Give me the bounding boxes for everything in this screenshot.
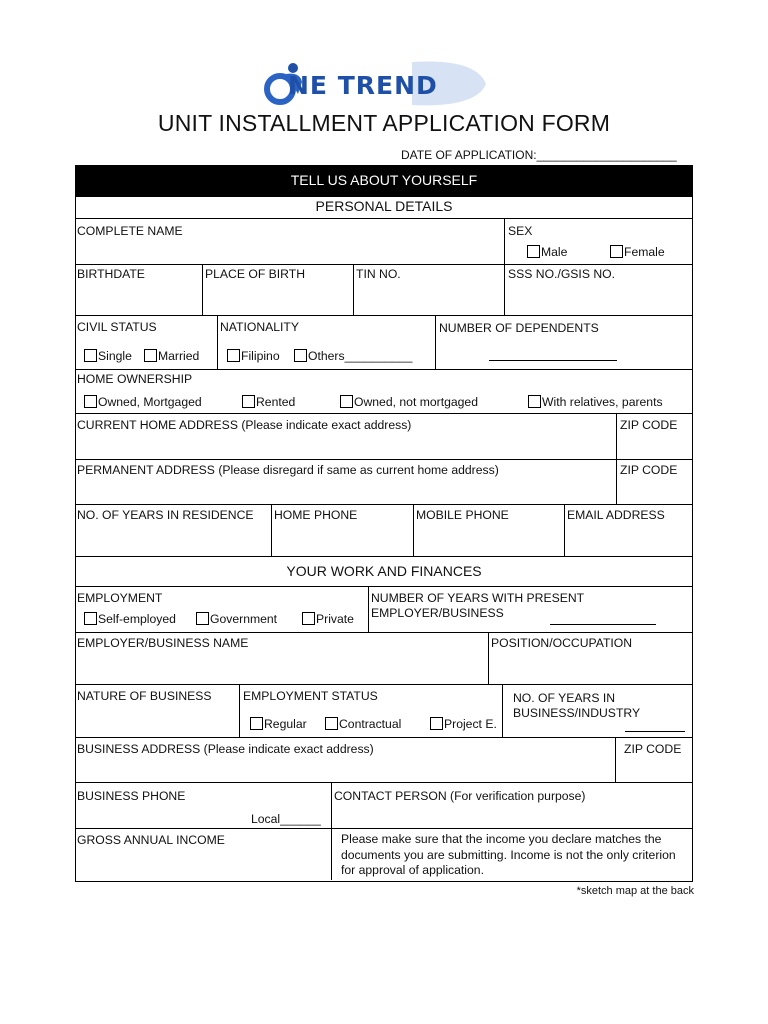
business-phone-label: BUSINESS PHONE <box>77 789 186 803</box>
owned-not-mortgaged-label: Owned, not mortgaged <box>354 395 478 409</box>
checkbox-box[interactable] <box>250 717 263 730</box>
row-divider <box>75 684 693 685</box>
female-option-label: Female <box>624 245 665 259</box>
regular-label: Regular <box>264 717 307 731</box>
nature-business-label: NATURE OF BUSINESS <box>77 689 212 703</box>
col-divider <box>331 782 332 880</box>
row-divider <box>75 632 693 633</box>
form-title: UNIT INSTALLMENT APPLICATION FORM <box>157 110 611 136</box>
sex-label: SEX <box>508 224 533 238</box>
section-work-finances: YOUR WORK AND FINANCES <box>286 563 482 579</box>
regular-checkbox[interactable] <box>250 717 307 731</box>
female-checkbox[interactable] <box>610 245 665 259</box>
government-label: Government <box>210 612 278 626</box>
checkbox-box[interactable] <box>84 612 97 625</box>
col-divider <box>502 684 503 737</box>
logo <box>262 58 490 110</box>
private-checkbox[interactable] <box>302 612 354 626</box>
col-divider <box>435 315 436 369</box>
years-present-blank-line <box>550 624 656 625</box>
col-divider <box>413 504 414 556</box>
row-divider <box>75 504 693 505</box>
permanent-zip-label: ZIP CODE <box>620 463 678 477</box>
business-address-label: BUSINESS ADDRESS (Please indicate exact address) <box>77 742 374 756</box>
checkbox-box[interactable] <box>325 717 338 730</box>
place-of-birth-label: PLACE OF BIRTH <box>205 267 306 281</box>
owned-mortgaged-label: Owned, Mortgaged <box>98 395 202 409</box>
row-divider <box>75 369 693 370</box>
email-label: EMAIL ADDRESS <box>567 508 665 522</box>
single-option-label: Single <box>98 349 132 363</box>
business-zip-label: ZIP CODE <box>624 742 682 756</box>
tin-no-label: TIN NO. <box>356 267 401 281</box>
nationality-label: NATIONALITY <box>220 320 300 334</box>
logo-wordmark: NE TREND <box>288 71 438 100</box>
years-present-label-1: NUMBER OF YEARS WITH PRESENT <box>371 591 585 605</box>
contact-person-label: CONTACT PERSON (For verification purpose) <box>334 789 586 803</box>
filipino-checkbox[interactable] <box>227 349 280 363</box>
self-employed-checkbox[interactable] <box>84 612 176 626</box>
married-option-label: Married <box>158 349 200 363</box>
col-divider <box>488 632 489 684</box>
years-present-label-2: EMPLOYER/BUSINESS <box>371 606 504 620</box>
checkbox-box[interactable] <box>302 612 315 625</box>
col-divider <box>616 413 617 459</box>
row-divider <box>75 413 693 414</box>
birthdate-label: BIRTHDATE <box>77 267 145 281</box>
col-divider <box>615 737 616 782</box>
checkbox-box[interactable] <box>84 349 97 362</box>
col-divider <box>202 264 203 315</box>
dependents-blank-line <box>489 360 617 361</box>
contractual-checkbox[interactable] <box>325 717 401 731</box>
civil-status-label: CIVIL STATUS <box>77 320 157 334</box>
row-divider <box>75 828 693 829</box>
header-tell-us-about-yourself: TELL US ABOUT YOURSELF <box>75 165 693 196</box>
owned-not-mortgaged-checkbox[interactable] <box>340 395 478 409</box>
home-phone-label: HOME PHONE <box>274 508 358 522</box>
single-checkbox[interactable] <box>84 349 132 363</box>
col-divider <box>239 684 240 737</box>
dependents-label: NUMBER OF DEPENDENTS <box>439 321 599 335</box>
checkbox-box[interactable] <box>294 349 307 362</box>
gross-income-label: GROSS ANNUAL INCOME <box>77 833 225 847</box>
others-option-label: Others__________ <box>308 349 413 363</box>
employment-status-label: EMPLOYMENT STATUS <box>243 689 378 703</box>
with-relatives-checkbox[interactable] <box>528 395 663 409</box>
checkbox-box[interactable] <box>340 395 353 408</box>
project-e-checkbox[interactable] <box>430 717 497 731</box>
checkbox-box[interactable] <box>144 349 157 362</box>
current-address-label: CURRENT HOME ADDRESS (Please indicate exact address) <box>77 418 412 432</box>
col-divider <box>616 459 617 504</box>
project-e-label: Project E. <box>444 717 497 731</box>
employment-label: EMPLOYMENT <box>77 591 163 605</box>
permanent-address-label: PERMANENT ADDRESS (Please disregard if same as current home address) <box>77 463 499 477</box>
with-relatives-label: With relatives, parents <box>542 395 663 409</box>
rented-label: Rented <box>256 395 296 409</box>
government-checkbox[interactable] <box>196 612 277 626</box>
self-employed-label: Self-employed <box>98 612 176 626</box>
row-divider <box>75 556 693 557</box>
col-divider <box>504 218 505 264</box>
checkbox-box[interactable] <box>242 395 255 408</box>
checkbox-box[interactable] <box>84 395 97 408</box>
row-divider <box>75 459 693 460</box>
others-checkbox[interactable] <box>294 349 412 363</box>
col-divider <box>564 504 565 556</box>
employer-name-label: EMPLOYER/BUSINESS NAME <box>77 636 249 650</box>
owned-mortgaged-checkbox[interactable] <box>84 395 202 409</box>
years-industry-label-2: BUSINESS/INDUSTRY <box>513 706 641 720</box>
row-divider <box>75 315 693 316</box>
checkbox-box[interactable] <box>430 717 443 730</box>
home-ownership-label: HOME OWNERSHIP <box>77 372 193 386</box>
complete-name-label: COMPLETE NAME <box>77 224 183 238</box>
local-label: Local______ <box>251 812 321 826</box>
checkbox-box[interactable] <box>227 349 240 362</box>
checkbox-box[interactable] <box>196 612 209 625</box>
col-divider <box>271 504 272 556</box>
col-divider <box>217 315 218 369</box>
contractual-label: Contractual <box>339 717 402 731</box>
row-divider <box>75 264 693 265</box>
checkbox-box[interactable] <box>528 395 541 408</box>
row-divider <box>75 218 693 219</box>
sss-gsis-label: SSS NO./GSIS NO. <box>508 267 616 281</box>
rented-checkbox[interactable] <box>242 395 295 409</box>
position-label: POSITION/OCCUPATION <box>491 636 633 650</box>
male-option-label: Male <box>541 245 568 259</box>
income-note: Please make sure that the income you declare matches the documents you are submitting. Income is not the only criterion for approval of application. <box>341 832 676 877</box>
row-divider <box>75 782 693 783</box>
years-residence-label: NO. OF YEARS IN RESIDENCE <box>77 508 254 522</box>
male-checkbox[interactable] <box>527 245 567 259</box>
col-divider <box>368 586 369 632</box>
col-divider <box>504 264 505 315</box>
current-zip-label: ZIP CODE <box>620 418 678 432</box>
row-divider <box>75 586 693 587</box>
private-label: Private <box>316 612 354 626</box>
checkbox-box[interactable] <box>610 245 623 258</box>
mobile-phone-label: MOBILE PHONE <box>416 508 509 522</box>
row-divider <box>75 737 693 738</box>
checkbox-box[interactable] <box>527 245 540 258</box>
form-table <box>75 196 693 882</box>
date-of-application-label: DATE OF APPLICATION:_____________________ <box>401 148 677 162</box>
col-divider <box>353 264 354 315</box>
filipino-option-label: Filipino <box>241 349 280 363</box>
footnote: *sketch map at the back <box>576 885 694 897</box>
married-checkbox[interactable] <box>144 349 199 363</box>
section-personal-details: PERSONAL DETAILS <box>315 198 453 214</box>
years-industry-label-1: NO. OF YEARS IN <box>513 691 616 705</box>
years-industry-blank-line <box>625 731 685 732</box>
